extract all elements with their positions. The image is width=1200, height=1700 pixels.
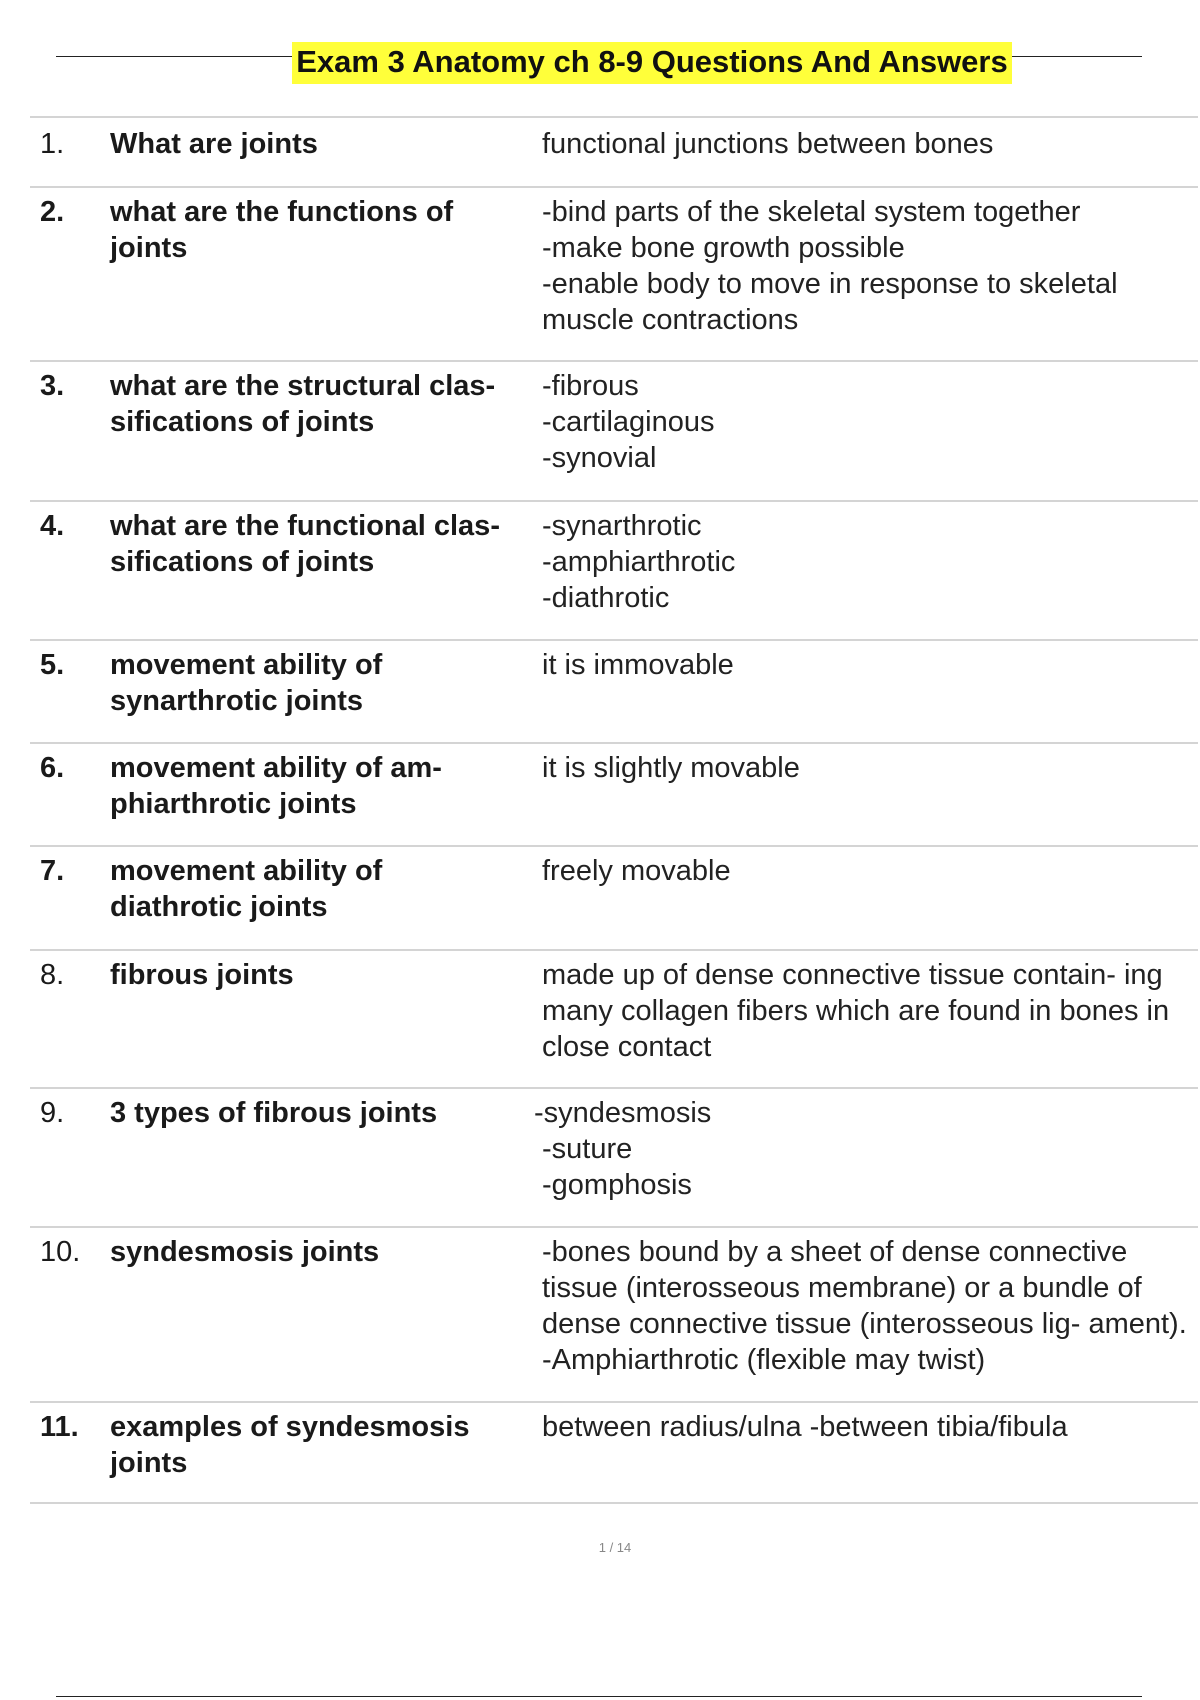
answer-text [542,368,1192,500]
answer-text [542,750,1192,845]
row-number: 7. [40,855,65,887]
table-row [30,742,1198,845]
qa-table [30,116,1198,1504]
question-text: What are joints [110,128,318,160]
answer-line: -syndesmosis [534,1097,712,1129]
page-title: Exam 3 Anatomy ch 8-9 Questions And Answers [292,42,1011,84]
question-text: 3 types of fibrous joints [110,1097,438,1129]
answer-text [534,1095,1184,1226]
row-number: 9. [40,1097,65,1129]
answer-text [542,853,1192,949]
question-text: syndesmosis joints [110,1236,380,1268]
answer-text [542,647,1192,742]
answer-text [542,1409,1192,1502]
answer-line: -gomphosis [542,1169,692,1201]
table-row [30,639,1198,742]
question-text: movement ability of synarthrotic joints [110,649,383,717]
question-text: fibrous joints [110,959,294,991]
answer-line: freely movable [542,855,731,887]
answer-text [542,194,1192,360]
answer-text [542,1234,1192,1401]
answer-line: -fibrous [542,370,639,402]
row-number: 4. [40,510,65,542]
answer-line: -enable body to move in response to skeletal muscle contractions [542,268,1118,336]
question-text: what are the functional clas- sifications of joints [110,510,500,578]
answer-line: -synovial [542,442,657,474]
table-row [30,116,1198,186]
answer-line: -suture [542,1133,633,1165]
answer-line: it is slightly movable [542,752,800,784]
question-text: movement ability of am- phiarthrotic joints [110,752,442,820]
row-number: 6. [40,752,65,784]
answer-line: -synarthrotic [542,510,702,542]
question-text: examples of syndesmosis joints [110,1411,470,1479]
answer-line: -make bone growth possible [542,232,905,264]
page-number: 1 / 14 [598,1540,632,1555]
answer-line: made up of dense connective tissue contain- ing many collagen fibers which are found in bones in close contact [542,959,1170,1063]
table-row [30,1226,1198,1401]
row-number: 11. [40,1411,79,1443]
table-row [30,360,1198,500]
row-number: 3. [40,370,65,402]
title-container [0,42,1200,84]
answer-line: functional junctions between bones [542,128,994,160]
answer-text [542,508,1192,639]
table-row [30,949,1198,1087]
row-number: 8. [40,959,65,991]
answer-line: between radius/ulna -between tibia/fibula [542,1411,1068,1443]
row-number: 2. [40,196,65,228]
answer-text [542,957,1192,1087]
table-row [30,1087,1198,1226]
answer-line: -bones bound by a sheet of dense connective tissue (interosseous membrane) or a bundle of dense connective tissue (interosseous lig- ament). -Amphiarthrotic (flexible may twist) [542,1236,1187,1376]
row-number: 10. [40,1236,81,1268]
row-number: 1. [40,128,65,160]
answer-text [542,126,1192,186]
table-row [30,845,1198,949]
table-row [30,500,1198,639]
answer-line: -bind parts of the skeletal system together [542,196,1081,228]
answer-line: it is immovable [542,649,734,681]
question-text: what are the functions of joints [110,196,454,264]
question-text: movement ability of diathrotic joints [110,855,383,923]
answer-line: -amphiarthrotic [542,546,736,578]
row-number: 5. [40,649,65,681]
table-row [30,186,1198,360]
answer-line: -cartilaginous [542,406,715,438]
answer-line: -diathrotic [542,582,670,614]
question-text: what are the structural clas- sifications of joints [110,370,496,438]
table-row [30,1401,1198,1504]
bottom-rule [56,1696,1142,1697]
